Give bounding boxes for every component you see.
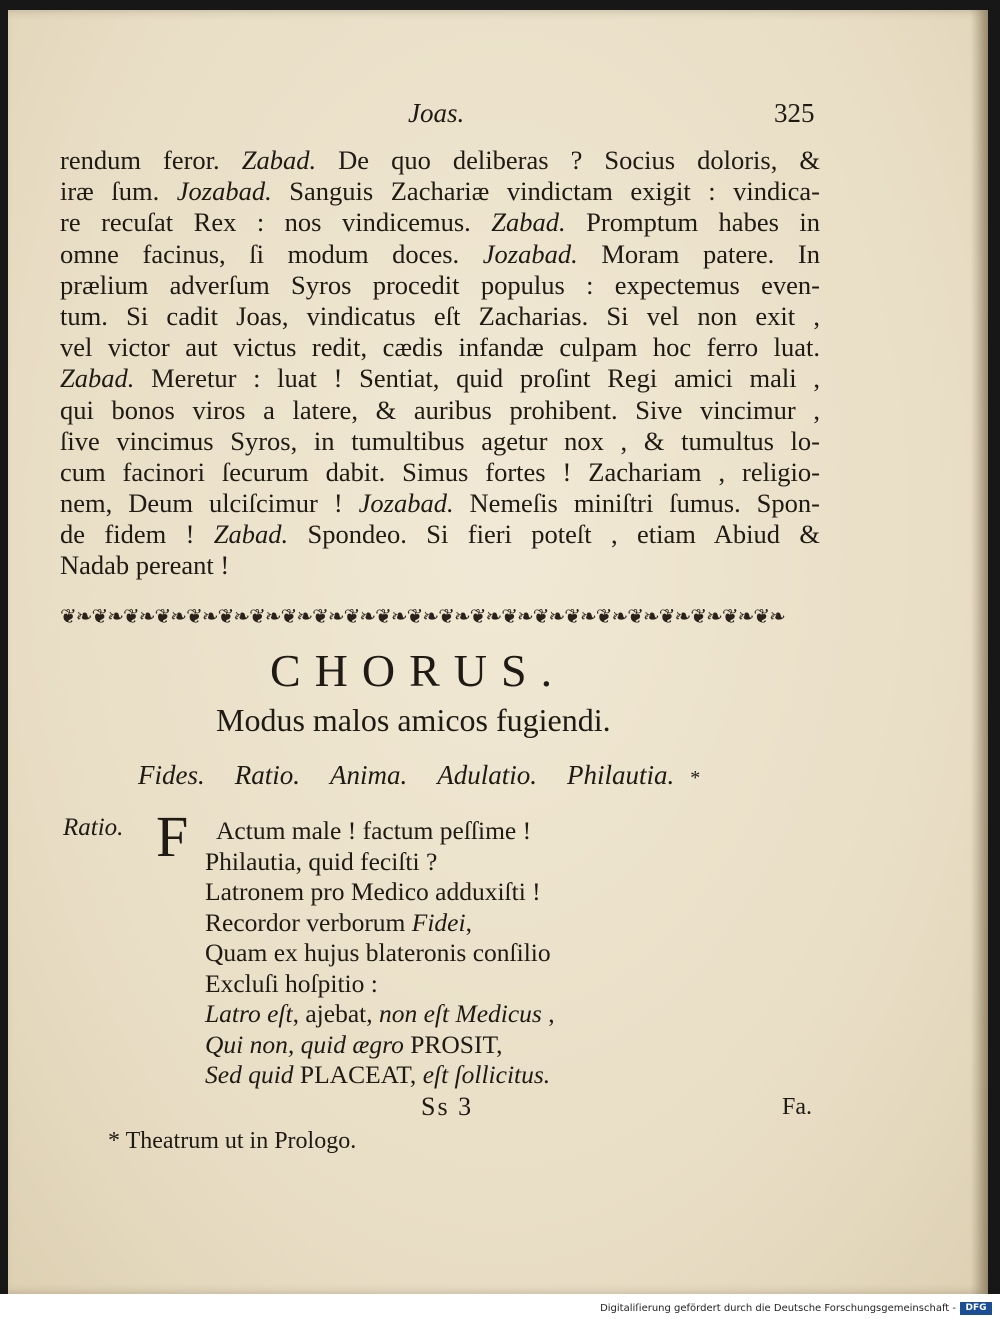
prose-line bbox=[60, 207, 820, 238]
prose-line-segment: De quo deliberas ? Socius doloris, & bbox=[316, 145, 820, 175]
prose-line-segment: qui bonos viros a latere, & auribus prohibent. Sive vincimur , bbox=[60, 394, 820, 425]
verse-line bbox=[205, 1030, 555, 1061]
prose-line-segment: tum. Si cadit Joas, vindicatus eſt Zacharias. Si vel non exit , bbox=[60, 300, 820, 331]
prose-line-segment: Jozabad. bbox=[482, 238, 578, 269]
prose-line bbox=[60, 363, 820, 394]
verse-line-segment: Quam ex hujus blateronis conſilio bbox=[205, 938, 551, 967]
footnote-mark: * bbox=[690, 767, 701, 789]
prose-line-segment: Sanguis Zachariæ vindictam exigit : vindica- bbox=[271, 176, 820, 207]
drop-cap: F bbox=[156, 804, 189, 869]
prose-line bbox=[60, 550, 820, 581]
verse-line-segment: non eſt Medicus bbox=[378, 999, 542, 1028]
dramatis-personae bbox=[138, 760, 788, 791]
verse-line-segment: PLACEAT, bbox=[293, 1060, 423, 1089]
verse-line-segment: Excluſi hoſpitio : bbox=[205, 968, 378, 998]
prose-line bbox=[60, 519, 820, 550]
prose-line-segment: rendum feror. bbox=[60, 145, 242, 175]
prose-line bbox=[60, 145, 820, 176]
page-number: 325 bbox=[774, 98, 815, 128]
verse-line-segment: Latro eſt bbox=[205, 999, 293, 1028]
prose-line bbox=[60, 270, 820, 301]
prose-line bbox=[60, 457, 820, 488]
prose-line bbox=[60, 332, 820, 363]
prose-block bbox=[60, 145, 820, 582]
prose-line bbox=[60, 239, 820, 270]
ornamental-divider: ❦❧❦❧❦❧❦❧❦❧❦❧❦❧❦❧❦❧❦❧❦❧❦❧❦❧❦❧❦❧❦❧❦❧❦❧❦❧❦❧❦❧❦❧❦❧ bbox=[60, 606, 785, 628]
prose-line-segment: Spondeo. Si fieri poteſt , etiam Abiud & bbox=[288, 519, 820, 550]
verse-line-segment: Recordor verborum bbox=[205, 907, 412, 937]
verse-line-segment: , bbox=[541, 999, 555, 1028]
verse-line-segment: Fidei bbox=[411, 907, 466, 937]
prose-line-segment: nem, Deum ulciſcimur ! bbox=[60, 488, 359, 519]
prose-line-segment: ſive vincimus Syros, in tumultibus agetur nox , & tumultus lo- bbox=[60, 425, 820, 456]
prose-line-segment: de fidem ! bbox=[60, 519, 214, 550]
verse-line-segment: Philautia, quid feciſti ? bbox=[205, 846, 438, 876]
verse-line bbox=[216, 816, 555, 847]
footnote: * Theatrum ut in Prologo. bbox=[108, 1128, 357, 1154]
verse-line bbox=[205, 847, 555, 878]
prose-line-segment: iræ ſum. bbox=[60, 176, 177, 207]
footer-credit: Digitaliſierung gefördert durch die Deutsche Forschungsgemeinschaft - bbox=[600, 1303, 956, 1314]
persona-ratio: Ratio. bbox=[234, 760, 300, 790]
persona-philautia: Philautia. bbox=[567, 760, 675, 790]
prose-line-segment: Jozabad. bbox=[176, 176, 272, 207]
prose-line bbox=[60, 301, 820, 332]
prose-line-segment: Zabad. bbox=[60, 363, 135, 394]
verse-line-segment: Qui non, quid ægro bbox=[205, 1029, 404, 1059]
prose-line bbox=[60, 395, 820, 426]
verse-line bbox=[205, 908, 555, 939]
verse-line bbox=[205, 877, 555, 908]
verse-line-segment: , ajebat, bbox=[292, 999, 379, 1028]
persona-adulatio: Adulatio. bbox=[437, 760, 537, 790]
persona-anima: Anima. bbox=[330, 760, 408, 790]
chorus-subtitle: Modus malos amicos fugiendi. bbox=[216, 702, 611, 738]
prose-line-segment: Nemeſis miniſtri ſumus. Spon- bbox=[453, 488, 820, 519]
prose-line-segment: Zabad. bbox=[491, 207, 566, 238]
prose-line-segment: omne facinus, ſi modum doces. bbox=[60, 238, 483, 269]
prose-line-segment: Promptum habes in bbox=[565, 207, 820, 238]
prose-line-segment: vel victor aut victus redit, cædis infandæ culpam hoc ferro luat. bbox=[60, 332, 820, 363]
prose-line-segment: Moram patere. In bbox=[577, 238, 820, 269]
prose-line-segment: re recuſat Rex : nos vindicemus. bbox=[60, 207, 492, 238]
persona-fides: Fides. bbox=[138, 760, 205, 790]
verse-block bbox=[205, 816, 555, 1091]
running-head: Joas. bbox=[408, 98, 465, 128]
prose-line bbox=[60, 488, 820, 519]
page-edge-shadow bbox=[970, 10, 988, 1294]
verse-line bbox=[205, 1060, 555, 1091]
chorus-title: CHORUS. bbox=[270, 645, 567, 696]
prose-line-segment: Jozabad. bbox=[358, 488, 454, 519]
catchword: Fa. bbox=[782, 1094, 812, 1120]
verse-line-segment: Latronem pro Medico adduxiſti ! bbox=[205, 877, 541, 906]
verse-speaker: Ratio. bbox=[63, 814, 124, 841]
prose-line bbox=[60, 176, 820, 207]
prose-line-segment: Zabad. bbox=[241, 145, 317, 175]
prose-line-segment: prælium adverſum Syros procedit populus : expectemus even- bbox=[60, 269, 820, 300]
prose-line-segment: Zabad. bbox=[213, 519, 289, 550]
book-page bbox=[8, 10, 988, 1294]
verse-line-segment: Sed quid bbox=[205, 1060, 294, 1089]
dfg-logo: DFG bbox=[960, 1302, 992, 1315]
prose-line-segment: Nadab pereant ! bbox=[60, 550, 230, 581]
prose-line-segment: Meretur : luat ! Sentiat, quid proſint Regi amici mali , bbox=[134, 363, 820, 394]
verse-line bbox=[205, 938, 555, 969]
prose-line-segment: cum facinori ſecurum dabit. Simus fortes ! Zachariam , religio- bbox=[60, 456, 820, 487]
prose-line bbox=[60, 426, 820, 457]
verse-line-segment: Actum male ! factum peſſime ! bbox=[216, 816, 532, 845]
verse-line-segment: PROSIT, bbox=[403, 1029, 503, 1059]
verse-line bbox=[205, 999, 555, 1030]
verse-line-segment: eſt ſollicitus. bbox=[422, 1060, 551, 1089]
signature-mark: Ss 3 bbox=[421, 1092, 474, 1121]
verse-line bbox=[205, 969, 555, 1000]
verse-line-segment: , bbox=[465, 907, 472, 937]
